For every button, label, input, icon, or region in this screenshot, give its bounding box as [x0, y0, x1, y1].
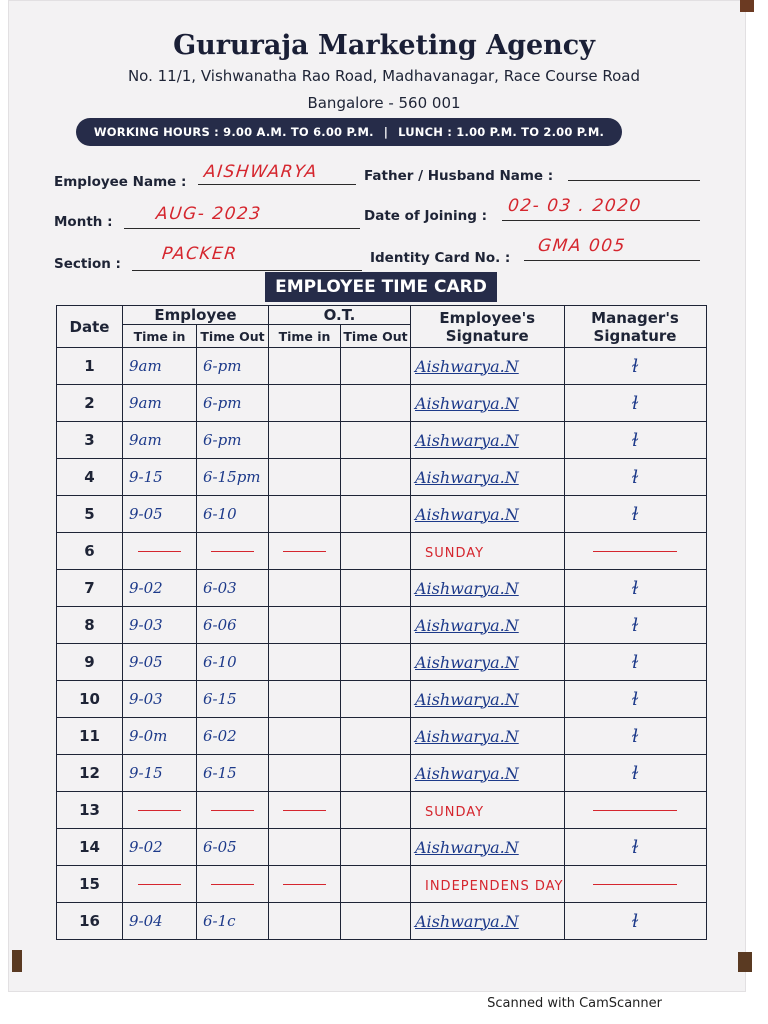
table-row	[57, 496, 707, 533]
row-time-in: 9-0m	[123, 718, 197, 755]
row-ot-in	[269, 385, 341, 422]
row-note	[411, 792, 565, 829]
id-card-value: GMA 005	[536, 236, 627, 256]
row-ot-in	[269, 792, 341, 829]
scanner-watermark: Scanned with CamScanner	[487, 996, 662, 1011]
row-manager-signature: ɫ	[564, 829, 706, 866]
row-ot-out	[341, 533, 411, 570]
blank-dash	[283, 551, 326, 552]
row-employee-signature: Aishwarya.N	[411, 570, 565, 607]
id-card-label: Identity Card No. :	[370, 250, 511, 266]
row-date: 14	[57, 829, 123, 866]
date-of-joining-label: Date of Joining :	[364, 208, 488, 224]
company-address: No. 11/1, Vishwanatha Rao Road, Madhavanagar, Race Course Road	[127, 67, 641, 85]
row-ot-out	[341, 903, 411, 940]
col-header-employee-signature: Employee's Signature	[411, 306, 565, 348]
row-ot-out	[341, 422, 411, 459]
row-time-out: 6-15	[197, 755, 269, 792]
row-time-out: 6-05	[197, 829, 269, 866]
row-ot-in	[269, 607, 341, 644]
row-manager-signature: ɫ	[564, 718, 706, 755]
blank-dash	[593, 884, 678, 885]
row-manager-signature	[564, 866, 706, 903]
col-header-date: Date	[57, 306, 123, 348]
row-employee-signature: Aishwarya.N	[411, 459, 565, 496]
table-row	[57, 459, 707, 496]
row-ot-in	[269, 755, 341, 792]
row-ot-in	[269, 459, 341, 496]
row-date: 5	[57, 496, 123, 533]
row-ot-in	[269, 644, 341, 681]
row-time-in	[123, 792, 197, 829]
row-time-in: 9-02	[123, 570, 197, 607]
row-time-out	[197, 866, 269, 903]
row-date: 10	[57, 681, 123, 718]
row-date: 11	[57, 718, 123, 755]
row-manager-signature: ɫ	[564, 459, 706, 496]
row-ot-in	[269, 570, 341, 607]
row-date: 8	[57, 607, 123, 644]
row-ot-out	[341, 718, 411, 755]
col-header-ot: O.T.	[269, 306, 411, 325]
row-employee-signature: Aishwarya.N	[411, 718, 565, 755]
row-time-out: 6-pm	[197, 422, 269, 459]
date-of-joining-value: 02- 03 . 2020	[506, 196, 643, 216]
row-time-in: 9-02	[123, 829, 197, 866]
row-employee-signature: Aishwarya.N	[411, 422, 565, 459]
blank-dash	[211, 884, 254, 885]
row-ot-in	[269, 829, 341, 866]
row-time-in: 9-15	[123, 755, 197, 792]
row-employee-signature: Aishwarya.N	[411, 903, 565, 940]
row-ot-in	[269, 422, 341, 459]
table-row	[57, 829, 707, 866]
row-note	[411, 866, 565, 903]
row-manager-signature: ɫ	[564, 348, 706, 385]
row-employee-signature: Aishwarya.N	[411, 607, 565, 644]
row-ot-out	[341, 681, 411, 718]
row-ot-in	[269, 866, 341, 903]
row-time-in: 9am	[123, 385, 197, 422]
month-label: Month :	[54, 214, 113, 230]
row-time-in	[123, 533, 197, 570]
row-employee-signature: Aishwarya.N	[411, 348, 565, 385]
table-row	[57, 755, 707, 792]
table-row	[57, 533, 707, 570]
blank-dash	[283, 810, 326, 811]
row-ot-out	[341, 755, 411, 792]
row-time-out: 6-02	[197, 718, 269, 755]
row-time-out: 6-pm	[197, 385, 269, 422]
row-ot-out	[341, 570, 411, 607]
working-hours-text: WORKING HOURS : 9.00 A.M. TO 6.00 P.M.	[93, 125, 374, 139]
row-ot-out	[341, 866, 411, 903]
row-date: 16	[57, 903, 123, 940]
month-value: AUG- 2023	[154, 204, 263, 224]
sub-header-ot-time-out: Time Out	[341, 325, 411, 348]
blank-dash	[138, 810, 182, 811]
sub-header-ot-time-in: Time in	[269, 325, 341, 348]
row-date: 2	[57, 385, 123, 422]
row-date: 3	[57, 422, 123, 459]
table-row	[57, 681, 707, 718]
row-manager-signature	[564, 533, 706, 570]
row-ot-in	[269, 496, 341, 533]
row-ot-in	[269, 903, 341, 940]
row-time-in: 9am	[123, 422, 197, 459]
row-date: 4	[57, 459, 123, 496]
table-row	[57, 644, 707, 681]
row-manager-signature	[564, 792, 706, 829]
row-time-out: 6-03	[197, 570, 269, 607]
row-employee-signature: Aishwarya.N	[411, 755, 565, 792]
blank-dash	[211, 810, 254, 811]
row-ot-out	[341, 496, 411, 533]
sub-header-time-in: Time in	[123, 325, 197, 348]
table-row	[57, 607, 707, 644]
blank-dash	[593, 810, 678, 811]
row-time-out	[197, 533, 269, 570]
table-row	[57, 792, 707, 829]
row-time-in: 9-04	[123, 903, 197, 940]
row-ot-out	[341, 792, 411, 829]
row-time-out	[197, 792, 269, 829]
time-card-table	[56, 305, 707, 940]
employee-name-value: AISHWARYA	[202, 162, 319, 182]
row-time-in	[123, 866, 197, 903]
blank-dash	[283, 884, 326, 885]
row-ot-out	[341, 459, 411, 496]
row-date: 13	[57, 792, 123, 829]
row-date: 15	[57, 866, 123, 903]
working-hours-banner	[76, 118, 622, 146]
row-date: 12	[57, 755, 123, 792]
banner-separator: |	[383, 125, 389, 139]
row-manager-signature: ɫ	[564, 755, 706, 792]
row-time-in: 9-05	[123, 496, 197, 533]
row-date: 6	[57, 533, 123, 570]
sub-header-time-out: Time Out	[197, 325, 269, 348]
row-manager-signature: ɫ	[564, 903, 706, 940]
table-row	[57, 718, 707, 755]
row-ot-in	[269, 533, 341, 570]
row-time-in: 9-15	[123, 459, 197, 496]
holiday-note: SUNDAY	[425, 545, 485, 561]
section-value: PACKER	[160, 244, 239, 264]
holiday-note: INDEPENDENS DAY	[425, 878, 564, 894]
row-ot-out	[341, 829, 411, 866]
blank-dash	[593, 551, 678, 552]
section-label: Section :	[54, 256, 121, 272]
table-row	[57, 385, 707, 422]
card-title: EMPLOYEE TIME CARD	[265, 272, 497, 302]
row-time-in: 9am	[123, 348, 197, 385]
row-manager-signature: ɫ	[564, 607, 706, 644]
row-time-out: 6-10	[197, 644, 269, 681]
company-city: Bangalore - 560 001	[307, 94, 461, 112]
col-header-employee: Employee	[123, 306, 269, 325]
company-name: Gururaja Marketing Agency	[173, 30, 595, 61]
row-ot-in	[269, 681, 341, 718]
lunch-hours-text: LUNCH : 1.00 P.M. TO 2.00 P.M.	[398, 125, 605, 139]
row-time-in: 9-03	[123, 681, 197, 718]
row-date: 1	[57, 348, 123, 385]
row-ot-in	[269, 348, 341, 385]
row-employee-signature: Aishwarya.N	[411, 496, 565, 533]
table-row	[57, 570, 707, 607]
row-time-out: 6-06	[197, 607, 269, 644]
row-ot-out	[341, 348, 411, 385]
row-manager-signature: ɫ	[564, 570, 706, 607]
row-employee-signature: Aishwarya.N	[411, 385, 565, 422]
blank-dash	[138, 884, 182, 885]
row-time-in: 9-03	[123, 607, 197, 644]
row-manager-signature: ɫ	[564, 644, 706, 681]
row-date: 7	[57, 570, 123, 607]
table-row	[57, 422, 707, 459]
table-row	[57, 903, 707, 940]
col-header-manager-signature: Manager's Signature	[564, 306, 706, 348]
row-time-out: 6-pm	[197, 348, 269, 385]
holiday-note: SUNDAY	[425, 804, 485, 820]
row-employee-signature: Aishwarya.N	[411, 644, 565, 681]
row-employee-signature: Aishwarya.N	[411, 829, 565, 866]
table-row	[57, 348, 707, 385]
paper-corner	[738, 952, 752, 972]
row-manager-signature: ɫ	[564, 422, 706, 459]
blank-dash	[138, 551, 182, 552]
row-date: 9	[57, 644, 123, 681]
row-manager-signature: ɫ	[564, 385, 706, 422]
row-ot-in	[269, 718, 341, 755]
row-time-out: 6-10	[197, 496, 269, 533]
row-employee-signature: Aishwarya.N	[411, 681, 565, 718]
row-note	[411, 533, 565, 570]
employee-name-label: Employee Name :	[54, 174, 187, 190]
row-time-out: 6-1c	[197, 903, 269, 940]
row-time-out: 6-15pm	[197, 459, 269, 496]
row-manager-signature: ɫ	[564, 681, 706, 718]
father-name-label: Father / Husband Name :	[364, 168, 554, 184]
row-ot-out	[341, 644, 411, 681]
paper-corner	[12, 950, 22, 972]
table-row	[57, 866, 707, 903]
row-ot-out	[341, 385, 411, 422]
father-name-line	[568, 164, 700, 181]
paper-corner	[740, 0, 754, 12]
row-time-in: 9-05	[123, 644, 197, 681]
row-time-out: 6-15	[197, 681, 269, 718]
row-ot-out	[341, 607, 411, 644]
blank-dash	[211, 551, 254, 552]
row-manager-signature: ɫ	[564, 496, 706, 533]
